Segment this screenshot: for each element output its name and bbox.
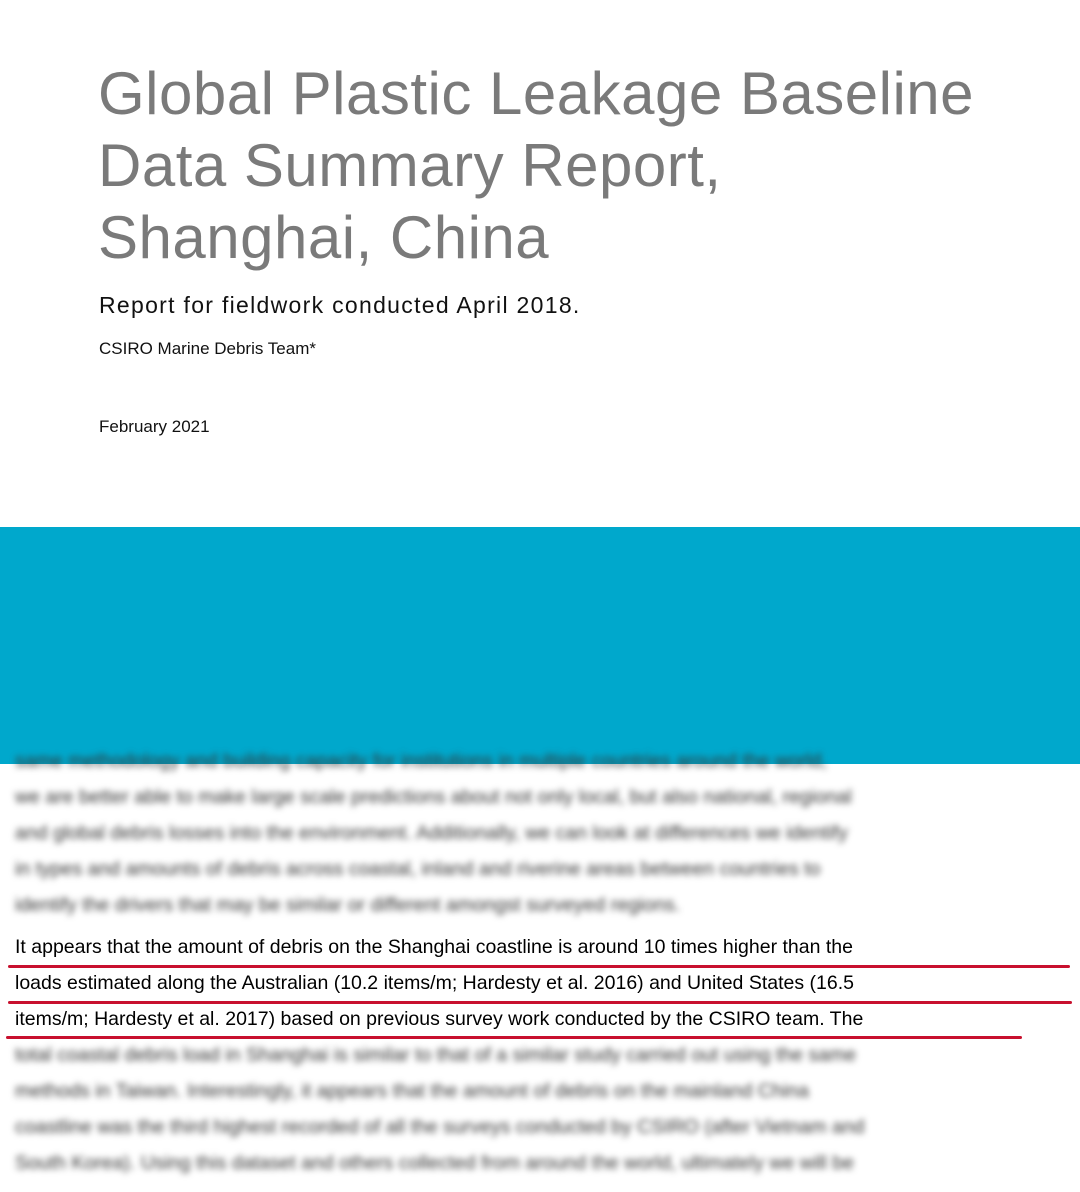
report-subtitle: Report for fieldwork conducted April 2018. (99, 292, 581, 318)
blurred-line: identify the drivers that may be similar or different amongst surveyed regions. (15, 894, 681, 916)
report-title (98, 58, 998, 274)
blurred-line: coastline was the third highest recorded of all the surveys conducted by CSIRO (after Vietnam and (15, 1116, 865, 1138)
red-underline-1 (8, 965, 1070, 968)
publication-date: February 2021 (99, 417, 210, 436)
blurred-line: we are better able to make large scale predictions about not only local, but also national, regional (15, 786, 852, 808)
author-team: CSIRO Marine Debris Team* (99, 339, 316, 358)
title-line-1: Global Plastic Leakage Baseline (98, 60, 975, 127)
report-excerpt (0, 750, 1080, 1192)
blurred-line: South Korea). Using this dataset and others collected from around the world, ultimately we will be (15, 1152, 854, 1174)
blurred-line: and global debris losses into the environment. Additionally, we can look at differences we identify (15, 822, 848, 844)
red-underline-2 (8, 1001, 1072, 1004)
highlighted-line-1: It appears that the amount of debris on the Shanghai coastline is around 10 times higher than the (15, 936, 853, 958)
red-underline-3 (6, 1036, 1022, 1039)
blurred-line: in types and amounts of debris across coastal, inland and riverine areas between countries to (15, 858, 821, 880)
highlighted-line-2: loads estimated along the Australian (10.2 items/m; Hardesty et al. 2016) and United States (16.5 (15, 972, 854, 994)
blurred-line: same methodology and building capacity for institutions in multiple countries around the world, (15, 750, 827, 772)
cover-color-band (0, 527, 1080, 764)
highlighted-line-3: items/m; Hardesty et al. 2017) based on previous survey work conducted by the CSIRO team. The (15, 1008, 864, 1030)
title-line-3: Shanghai, China (98, 204, 550, 271)
report-cover (0, 0, 1080, 527)
blurred-line: methods in Taiwan. Interestingly, it appears that the amount of debris on the mainland China (15, 1080, 809, 1102)
title-line-2: Data Summary Report, (98, 132, 722, 199)
blurred-line: total coastal debris load in Shanghai is similar to that of a similar study carried out using the same (15, 1044, 857, 1066)
